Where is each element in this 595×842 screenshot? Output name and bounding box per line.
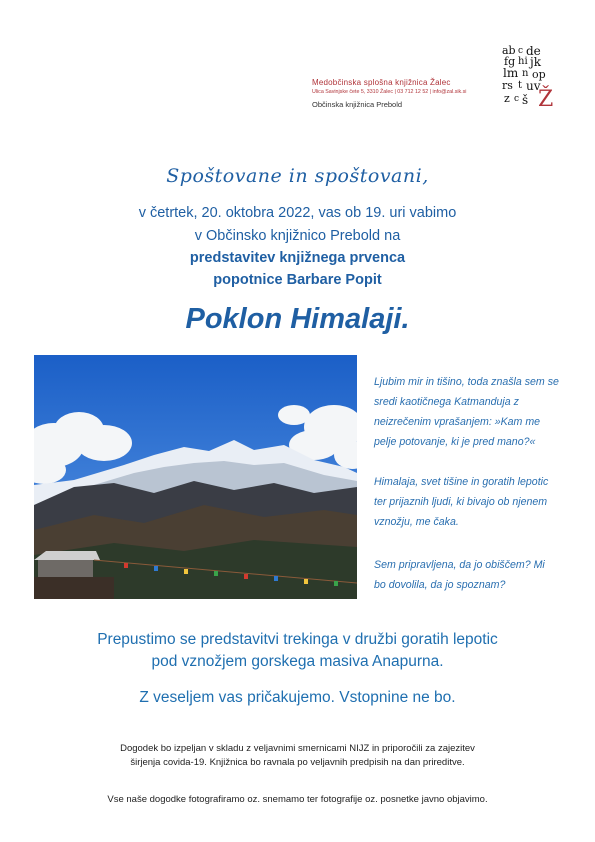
library-address: Ulica Savinjske čete 5, 3310 Žalec | 03 712 12 52 | info@zal.sik.si bbox=[312, 89, 467, 95]
invitation-author-line: popotnice Barbare Popit bbox=[213, 272, 382, 288]
svg-text:jk: jk bbox=[530, 55, 541, 69]
svg-text:t: t bbox=[518, 80, 523, 91]
svg-text:š: š bbox=[522, 93, 529, 107]
branch-name: Občinska knjižnica Prebold bbox=[312, 100, 403, 109]
tagline-line: pod vznožjem gorskega masiva Anapurna. bbox=[151, 653, 444, 670]
quote-paragraph: Ljubim mir in tišino, toda znašla sem se sredi kaotičnega Katmanduja z neizrečenim vprašanjem: »Kam me pelje potovanje, ki je pred mano?« bbox=[374, 376, 559, 448]
svg-text:c: c bbox=[514, 94, 520, 104]
greeting: Spoštovane in spoštovani, bbox=[166, 165, 429, 187]
svg-text:Ž: Ž bbox=[538, 87, 554, 112]
svg-text:ab: ab bbox=[502, 44, 516, 57]
svg-text:c: c bbox=[518, 46, 524, 56]
quote-paragraph: Sem pripravljena, da jo obiščem? Mi bo dovolila, da jo spoznam? bbox=[374, 559, 545, 591]
svg-text:op: op bbox=[532, 68, 546, 81]
svg-text:rs: rs bbox=[502, 79, 513, 92]
svg-text:hi: hi bbox=[518, 56, 528, 67]
himalaya-photo bbox=[34, 355, 357, 599]
photo-notice: Vse naše dogodke fotografiramo oz. snemamo ter fotografije oz. posnetke javno objavimo. bbox=[107, 794, 488, 805]
quote-paragraph: Himalaja, svet tišine in goratih lepotic ter prijaznih ljudi, ki bivajo ob njenem vznožju, me čaka. bbox=[374, 476, 549, 528]
tagline-line: Prepustimo se predstavitvi trekinga v družbi goratih lepotic bbox=[97, 631, 498, 648]
svg-text:z: z bbox=[504, 92, 510, 105]
welcome-line: Z veseljem vas pričakujemo. Vstopnine ne bo. bbox=[139, 689, 456, 706]
library-logo bbox=[500, 44, 556, 112]
svg-text:de: de bbox=[526, 44, 541, 58]
svg-text:lm: lm bbox=[503, 66, 519, 80]
invitation-venue-line: v Občinsko knjižnico Prebold na bbox=[194, 228, 401, 244]
library-name: Medobčinska splošna knjižnica Žalec bbox=[312, 78, 451, 87]
event-title: Poklon Himalaji. bbox=[185, 303, 410, 335]
covid-notice: širjenja covida-19. Knjižnica bo ravnala po veljavnih predpisih na dan prireditve. bbox=[130, 757, 465, 768]
covid-notice: Dogodek bo izpeljan v skladu z veljavnimi smernicami NIJZ in priporočili za zajezitev bbox=[120, 743, 475, 754]
invitation-event-line: predstavitev knjižnega prvenca bbox=[189, 250, 406, 266]
svg-text:n: n bbox=[522, 68, 529, 79]
svg-text:uv: uv bbox=[526, 79, 541, 93]
svg-text:fg: fg bbox=[504, 55, 516, 68]
invitation-date-line: v četrtek, 20. oktobra 2022, vas ob 19. uri vabimo bbox=[138, 205, 457, 221]
